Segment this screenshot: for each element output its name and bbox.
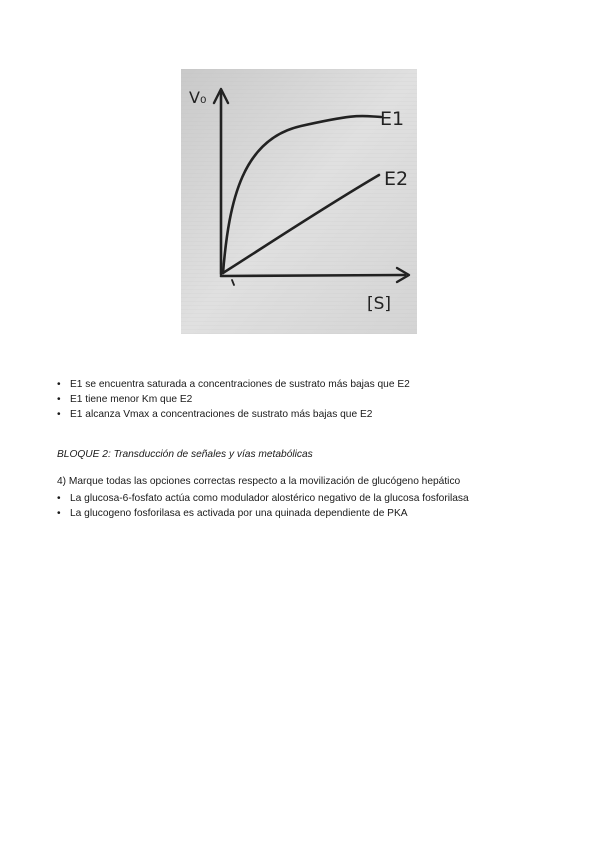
curve-e2-label: E2 [384, 168, 409, 190]
y-axis-label: V₀ [189, 88, 207, 107]
answer-option: • E1 alcanza Vmax a concentraciones de sustrato más bajas que E2 [57, 407, 410, 422]
question-text: 4) Marque todas las opciones correctas respecto a la movilización de glucógeno hepático [57, 476, 461, 487]
kinetics-graph-photo [181, 69, 417, 334]
answer-option: • E1 se encuentra saturada a concentraciones de sustrato más bajas que E2 [57, 377, 410, 392]
kinetics-graph-svg [181, 69, 417, 334]
x-axis [221, 275, 405, 276]
answer-options-list-2 [57, 491, 469, 521]
x-axis-label: [S] [367, 294, 392, 314]
answer-option: • La glucogeno fosforilasa es activada por una quinada dependiente de PKA [57, 506, 469, 521]
answer-option: • E1 tiene menor Km que E2 [57, 392, 410, 407]
answer-options-list-1 [57, 377, 410, 422]
answer-option: • La glucosa-6-fosfato actúa como modulador alostérico negativo de la glucosa fosforilasa [57, 491, 469, 506]
curve-e1-label: E1 [380, 108, 405, 130]
section-heading: BLOQUE 2: Transducción de señales y vías metabólicas [57, 449, 313, 460]
